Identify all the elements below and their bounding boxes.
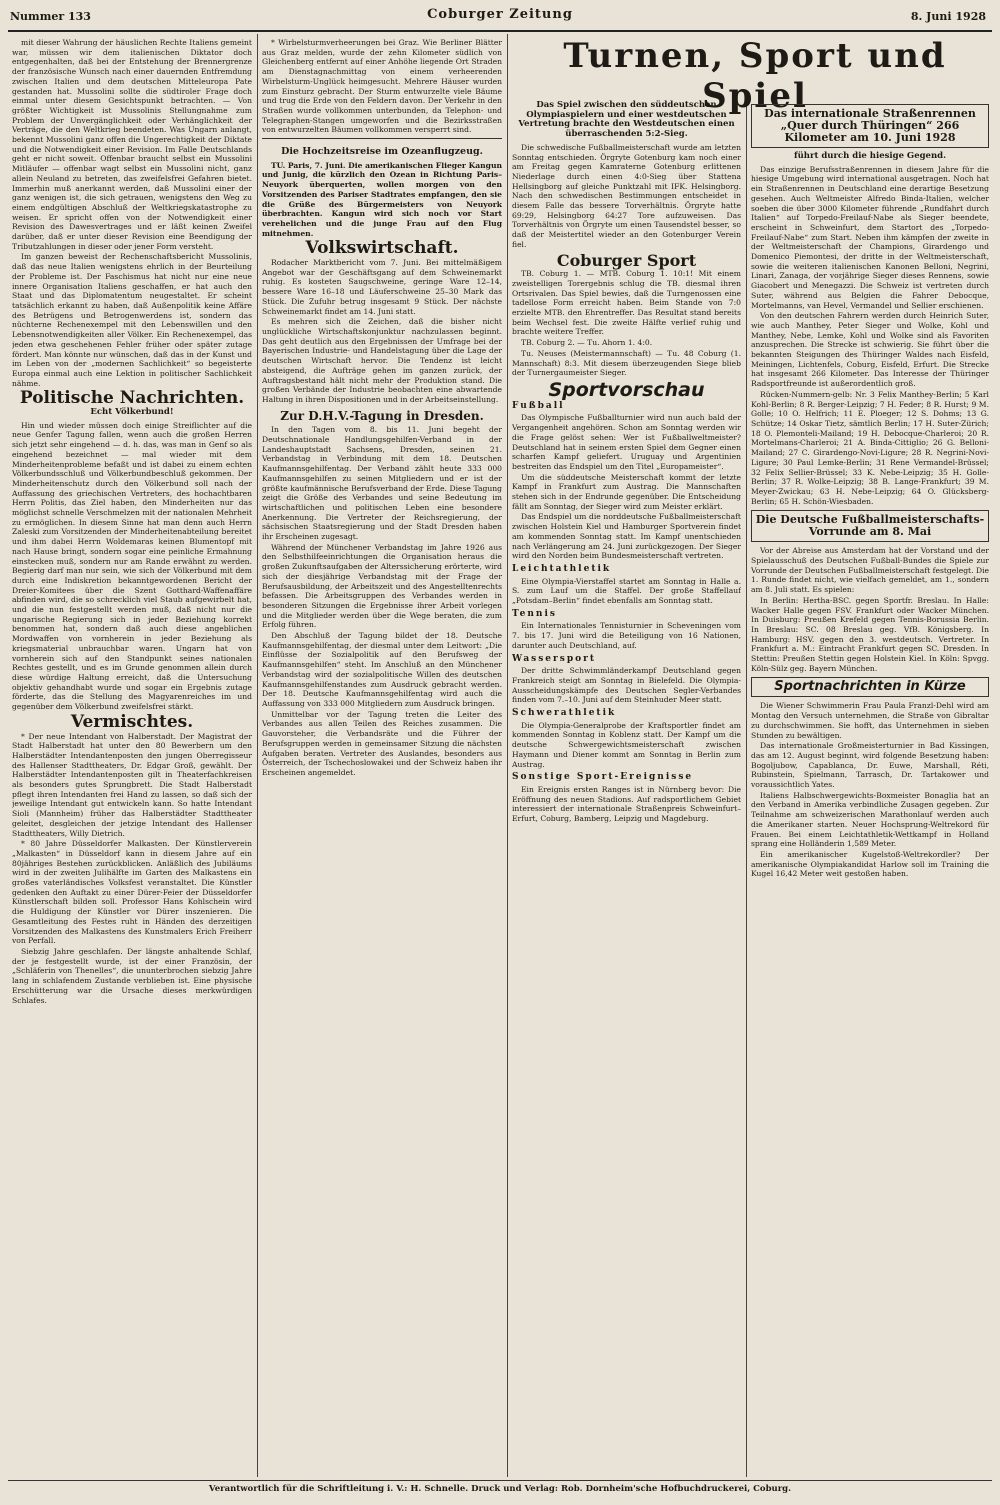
section-heading-politics: Politische Nachrichten. bbox=[19, 388, 245, 409]
article-paragraph: Vor der Abreise aus Amsterdam hat der Vorstand und der Spielausschuß des Deutschen Fußball-Bundes die Spiele zur Vorrunde der Deutschen Fußballmeisterschaft festgelegt. Die 1. Runde findet nicht, wie vielfach gemeldet, am 1., sondern am 8. Juli statt. Es spielen: bbox=[751, 546, 989, 595]
article-paragraph: Ein Internationales Tennisturnier in Scheveningen vom 7. bis 17. Juni wird die Beteiligung von 16 Nationen, darunter auch Deutschland, auf. bbox=[512, 621, 741, 650]
article-heading: Die Hochzeitsreise im Ozeanflugzeug. bbox=[281, 146, 483, 158]
section-heading-economy: Volkswirtschaft. bbox=[305, 238, 459, 259]
column-news-economy bbox=[262, 38, 502, 1474]
header-rule bbox=[8, 30, 992, 32]
column-politics bbox=[12, 38, 252, 1474]
section-heading-sport-preview: Sportvorschau bbox=[548, 378, 705, 401]
subsection-label: Leichtathletik bbox=[512, 563, 612, 574]
article-heading-box: Das internationale Straßenrennen „Quer durch Thüringen“ 266 Kilometer am 10. Juni 1928 bbox=[751, 104, 989, 148]
article-heading-box: Die Deutsche Fußballmeisterschafts-Vorrunde am 8. Mai bbox=[751, 510, 989, 542]
article-paragraph: In Berlin: Hertha-BSC. gegen Sportfr. Breslau. In Halle: Wacker Halle gegen FSV. Frankfurt oder Wacker München. In Duisburg: Preußen Krefeld gegen Tennis-Borussia Berlin. In Breslau: SC. 08 Breslau geg. VfB. Königsberg. In Hamburg: HSV. gegen den 3. westdeutsch. Vertreter. In Frankfurt a. M.: Eintracht Frankfurt gegen SC. Dresden. In Stettin: Preußen Stettin gegen Holstein Kiel. In Köln: Spvgg. Köln-Sülz geg. Bayern München. bbox=[751, 595, 989, 673]
article-paragraph: TB. Coburg 1. — MTB. Coburg 1. 10:1! Mit einem zweistelligen Torergebnis schlug die TB. diesmal ihren Ortsrivalen. Das Spiel bewies, daß die Turngenossen eine tadellose Form erreicht haben. Beim Stande von 7:0 erzielte MTB. den Ehrentreffer. Das Resultat stand bereits beim Wechsel fest. Die zweite Hälfte verlief ruhig und brachte weitere Treffer. bbox=[512, 269, 741, 337]
article-paragraph: Italiens Halbschwergewichts-Boxmeister Bonaglia hat an den Verband in Amerika verbindliche Zusagen gegeben. Zur Teilnahme am schweizerischen Marathonlauf werden auch die Amerikaner starten. Neuer Hochsprung-Weltrekord für Frauen. Bei einem Leichtathletik-Wettkampf in Holland sprang eine Holländerin 1,589 Meter. bbox=[751, 790, 989, 849]
article-paragraph: Hin und wieder müssen doch einige Streiflichter auf die neue Genfer Tagung fallen, wenn auch die großen Herren sich jetzt sehr eingehend — d. h. das, was man in Genf so als eingehend bezeichnet — mal wieder mit dem Minderheitenprobleme befaßt und ist dabei zu einem echten Völkerbundsschluß und Völkerbundbeschluß gekommen. Der Minderheitenschutz durch den Völkerbund soll nach der Auffassung des griechischen Vertreters, des hochachtbaren Herrn Politis, das Ziel haben, den Minderheiten nur das möglichst schnelle Verschmelzen mit der nationalen Mehrheit zu ermöglichen. In diesem Sinne hat man denn auch Herrn Zaleski zum Vorsitzenden der Minderheitenabteilung bereitet und ihm dabei Herrn Woldemaras keinen Blumentopf mit nach Hause bringt, sondern sogar eine peinliche Ermahnung einstecken muß, sondern nur am Rande erwähnt zu werden. Begierig darf man nur sein, wie sich der Völkerbund mit dem durch eine Indiskretion bekanntgewordenen Bericht der Dreier-Komitees über die Szent Gotthard-Waffenaffäre abfinden wird, die so schrecklich viel Staub aufgewirbelt hat, und die nun festgestellt werden muß, daß nicht nur die ungarische Regierung sich in jeder Beziehung korrekt benommen hat, sondern daß auch diese angeblichen Mordwaffen von vornherein in jeder Beziehung als kriegsmaterial unbrauchbar waren. Ungarn hat von vornherein sich auf den Standpunkt seines nationalen Rechtes gestellt, und es im Grunde genommen allein durch diese würdige Haltung erreicht, daß die Untersuchung objektiv gehandhabt wurde und sogar ein Ergebnis zutage förderte, das die Stellung des Magyarenreiches im und gegenüber dem Völkerbund zweifelsfrei stärkt. bbox=[12, 420, 252, 712]
article-paragraph: Das Endspiel um die norddeutsche Fußballmeisterschaft zwischen Holstein Kiel und Hamburger Sportverein findet am kommenden Sonntag statt. Im Kampf unentschieden nach Verlängerung am 24. Juni zurückgezogen. Der Sieger wird den Norden beim Bundesmeisterschaft vertreten. bbox=[512, 512, 741, 561]
article-paragraph: Rodacher Marktbericht vom 7. Juni. Bei mittelmäßigem Angebot war der Geschäftsgang auf dem Schweinemarkt ruhig. Es kosteten Saugschweine, geringe Ware 12–14, bessere Ware 16–18 und Läuferschweine 25–30 Mark das Stück. Die Zufuhr betrug insgesamt 9 Stück. Der nächste Schweinemarkt findet am 14. Juni statt. bbox=[262, 258, 502, 316]
newspaper-title: Coburger Zeitung bbox=[427, 7, 573, 22]
article-paragraph: Ein amerikanischer Kugelstoß-Weltrekordler? Der amerikanische Olympiakandidat Harlow soll im Training die Kugel 16,42 Meter weit gestoßen haben. bbox=[751, 850, 989, 879]
issue-date: 8. Juni 1928 bbox=[910, 10, 986, 23]
section-heading-sport-brief: Sportnachrichten in Kürze bbox=[751, 677, 989, 697]
article-paragraph: Um die süddeutsche Meisterschaft kommt der letzte Kampf in Frankfurt zum Austrag. Die Mannschaften stehen sich in der Endrunde gegenüber. Die Entscheidung fällt am Sonntag, der Sieger wird zum Meister erklärt. bbox=[512, 472, 741, 511]
column-cycling-football bbox=[751, 100, 989, 1474]
article-paragraph: Den Abschluß der Tagung bildet der 18. Deutsche Kaufmannsgehilfentag, der diesmal unter dem Leitwort: „Die Einflüsse der Sozialpolitik auf den Berufsweg der Kaufmannsgehilfen“ steht. Im Anschluß an den Münchener Verbandstag wird der sozialpolitische Willen des deutschen Kaufmannsgehilfenstandes zum Ausdruck gebracht werden. Der 18. Deutsche Kaufmannsgehilfentag wird auch die Auffassung von 333 000 Mitgliedern zum Ausdruck bringen. bbox=[262, 631, 502, 708]
article-heading: Zur D.H.V.-Tagung in Dresden. bbox=[280, 408, 484, 423]
article-paragraph: Rücken-Nummern-gelb: Nr. 3 Felix Manthey-Berlin; 5 Karl Kohl-Berlin; 8 R. Berger-Leipzig; 7 H. Feder; 8 R. Hurst; 9 M. Golle; 10 O. Helfrich; 11 E. Ploeger; 12 S. Dohms; 13 G. Schütze; 14 Oskar Tietz, sämtlich Berlin; 17 H. Suter-Zürich; 18 O. Plemonteli-Mailand; 19 H. Debocque-Charleroi; 20 R. Mortelmans-Charleroi; 21 A. Binda-Cittiglio; 26 G. Belloni-Mailand; 27 C. Girardengo-Novi-Ligure; 28 R. Negrini-Novi-Ligure; 30 Paul Lemke-Berlin; 31 Rene Vermandel-Brüssel; 32 Felix Sellier-Brüssel; 33 K. Nebe-Leipzig; 35 H. Golle-Berlin; 37 R. Wolke-Leipzig; 38 B. Lange-Frankfurt; 39 M. Meyer-Zwickau; 63 H. Nebe-Leipzig; 64 O. Glücksberg-Berlin; 65 H. Schön-Wiesbaden. bbox=[751, 389, 989, 506]
column-separator bbox=[507, 34, 508, 1477]
article-paragraph: Die Olympia-Generalprobe der Kraftsportler findet am kommenden Sonntag in Koblenz statt. Der Kampf um die deutsche Schwergewichtsmeisterschaft zwischen Haymann und Diener kommt am Sonntag in Berlin zum Austrag. bbox=[512, 720, 741, 769]
article-paragraph: Während der Münchener Verbandstag im Jahre 1926 aus den Selbsthilfeeinrichtungen die Organisation heraus die großen Zukunftsaufgaben der Alterssicherung erörterte, wird sich der diesjährige Verbandstag mit der Frage der Berufsausbildung, der Arbeitszeit und des Angestelltenrechts befassen. Die Arbeitsgruppen des Verbandes werden in besonderen Sitzungen die Ergebnisse ihrer Arbeit vorlegen und die Mitglieder werden über die Wege beraten, die zum Erfolg führen. bbox=[262, 542, 502, 630]
subsection-label: Tennis bbox=[512, 608, 557, 619]
column-separator bbox=[746, 100, 747, 1477]
section-heading-coburg-sport: Coburger Sport bbox=[556, 250, 697, 270]
article-paragraph: Im ganzen beweist der Rechenschaftsbericht Mussolinis, daß das neue Italien wenigstens ehrlich in der Beurteilung der Probleme ist. Der Faschismus hat nicht nur eine neue innere Organisation Italiens geschaffen, er hat auch den Staat und das Diplomatentum neugestaltet. Er scheint tatsächlich erkannt zu haben, daß Außenpolitik keine Affäre des Betrügens und Betrogenwerdens ist, sondern das nüchterne Rechenexempel mit den Lebenswillen und den Lebensnotwendigkeiten aller Völker. Ein Rechenexempel, das jeden etwa geschehenen Fehler früher oder später zutage fördert. Man könnte nur wünschen, daß das in der Kunst und im Leben von der „modernen Sachlichkeit“ so begeisterte Europa einmal auch eine Lektion in politischer Sachlichkeit nähme. bbox=[12, 252, 252, 388]
article-paragraph: Eine Olympia-Vierstaffel startet am Sonntag in Halle a. S. zum Lauf um die Staffel. Der große Staffellauf „Potsdam–Berlin“ findet ebenfalls am Sonntag statt. bbox=[512, 576, 741, 606]
column-separator bbox=[257, 34, 258, 1477]
article-paragraph: Unmittelbar vor der Tagung treten die Leiter des Verbandes aus allen Teilen des Reiches zusammen. Die Gauvorsteher, die Verbandsräte und die Führer der Berufsgruppen werden in gemeinsamer Sitzung die nächsten Aufgaben beraten. Vertreter des Auslandes, besonders aus Österreich, der Tschechoslowakei und der Schweiz haben ihr Erscheinen angemeldet. bbox=[262, 709, 502, 777]
imprint-footer: Verantwortlich für die Schriftleitung i. V.: H. Schnelle. Druck und Verlag: Rob. Dornheim'sche Hofbuchdruckerei, Coburg. bbox=[8, 1480, 992, 1494]
article-paragraph: Das Olympische Fußballturnier wird nun auch bald der Vergangenheit angehören. Schon am Sonntag werden wir die Frage gelöst sehen: Wer ist Fußballweltmeister? Deutschland hat in seinem ersten Spiel dem Gegner einen scharfen Kampf geliefert. Uruguay und Argentinien bestreiten das Endspiel um den Titel „Europameister“. bbox=[512, 413, 741, 471]
article-paragraph: Das internationale Großmeisterturnier in Bad Kissingen, das am 12. August beginnt, wird folgende Besetzung haben: Bogoljubow, Capablanca, Dr. Euwe, Marshall, Réti, Rubinstein, Spielmann, Tarrasch, Dr. Tartakower und voraussichtlich Yates. bbox=[751, 741, 989, 790]
sport-section-banner: Turnen, Sport und Spiel bbox=[563, 36, 947, 116]
article-paragraph: Der dritte Schwimmländerkampf Deutschland gegen Frankreich steigt am Sonntag in Bielefeld. Die Olympia-Ausscheidungskämpfe des Deutschen Segler-Verbandes finden vom 7.–10. Juni auf dem Steinhuder Meer statt. bbox=[512, 666, 741, 705]
article-subheading: Das Spiel zwischen den süddeutschen Olympiaspielern und einer westdeutschen Vertretung brachte den Westdeutschen einen überraschenden 5:2-Sieg. bbox=[518, 100, 735, 140]
subsection-label: Wassersport bbox=[512, 653, 597, 664]
article-paragraph: * Wirbelsturmverheerungen bei Graz. Wie Berliner Blätter aus Graz melden, wurde der zehn Kilometer südlich von Gleichenberg entfernt auf einer Anhöhe liegende Ort Straden am Dienstagnachmittag von einem verheerenden Wirbelsturm-Unglück heimgesucht. Mehrere Häuser wurden zum Einsturz gebracht. Der Sturm entwurzelte viele Bäume und trug die Erde von den Feldern davon. Der Verkehr in den Straßen wurde vollkommen unterbunden, da Telephon- und Telegraphen-Stangen umgeworfen und die Bezirksstraßen von entwurzelten Bäumen vollkommen versperrt sind. bbox=[262, 38, 502, 135]
article-paragraph: Die Wiener Schwimmerin Frau Paula Franzl-Dehl wird am Montag den Versuch unternehmen, die Straße von Gibraltar zu durchschwimmen. Sie hofft, das Unternehmen in sieben Stunden zu bewältigen. bbox=[751, 701, 989, 740]
issue-number: Nummer 133 bbox=[10, 10, 91, 23]
article-paragraph: Die schwedische Fußballmeisterschaft wurde am letzten Sonntag entschieden. Örgryte Gotenburg kam noch einer am Freitag gegen Kamraterne Gotenburg erlittenen Niederlage durch einen 4:0-Sieg über Stattena Hellsingborg auf gleiche Punktzahl mit IFK. Helsingborg. Nach den schwedischen Bestimmungen entscheidet in diesem Falle das bessere Torverhältnis. Örgryte hatte 69:29, Helsingborg 64:27 Tore aufzuweisen. Das Torverhältnis von Örgryte um einen Tausendstel besser, so daß der Meistertitel wieder an den Gotenburger Verein fiel. bbox=[512, 142, 741, 249]
page-header bbox=[0, 0, 1000, 30]
article-paragraph: Von den deutschen Fahrern werden durch Heinrich Suter, wie auch Manthey, Peter Sieger und Wolke, Kohl und Manthey, Nebe, Lemke, Kohl und Wolke sind als Favoriten anzusprechen. Die Strecke ist schwierig. Sie führt über die bekannten Steigungen des Thüringer Waldes nach Eisfeld, Meiningen, Lichtenfels, Coburg, Eisfeld, Erfurt. Die Strecke hat insgesamt 266 Kilometer. Das Interesse der Thüringer Radsportfreunde ist außerordentlich groß. bbox=[751, 311, 989, 389]
article-paragraph: Tu. Neuses (Meistermannschaft) — Tu. 48 Coburg (1. Mannschaft) 8:3. Mit diesem überzeugenden Siege blieb der Turnergaumeister Sieger. bbox=[512, 348, 741, 378]
article-paragraph: * 80 Jahre Düsseldorfer Malkasten. Der Künstlerverein „Malkasten“ in Düsseldorf kann in diesem Jahre auf ein 80jähriges Bestehen zurückblicken. Anläßlich des Jubiläums wird in der zweiten Julihälfte im Garten des Malkastens ein großes vaterländisches Volksfest veranstaltet. Die Künstler gedenken den Auftakt zu einer Dürer-Feier der Düsseldorfer Künstlerschaft bilden soll. Professor Hans Kohlschein wird die Huldigung der Künstler vor Dürer inszenieren. Die Gesamtleitung des Festes ruht in Händen des derzeitigen Vorsitzenden des Malkastens des Kunstmalers Erich Freiherr von Perfall. bbox=[12, 839, 252, 946]
article-paragraph: In den Tagen vom 8. bis 11. Juni begeht der Deutschnationale Handlungsgehilfen-Verband in der Landeshauptstadt Sachsens, Dresden, seinen 21. Verbandstag in Verbindung mit dem 18. Deutschen Kaufmannsgehilfentag. Der Verband zählt heute 333 000 Kaufmannsgehilfen zu seinen Mitgliedern und er ist der größte kaufmännische Berufsverband der Erde. Diese Tagung zeigt die Größe des Verbandes und seine Bedeutung im wirtschaftlichen und politischen Leben eine besondere Anerkennung. Die Vertreter der Reichsregierung, der sächsischen Staatsregierung und der Stadt Dresden haben ihr Erscheinen zugesagt. bbox=[262, 425, 502, 542]
section-heading-misc: Vermischtes. bbox=[70, 711, 194, 732]
article-paragraph: TU. Paris, 7. Juni. Die amerikanischen Flieger Kangun und Junig, die kürzlich den Ozean in Richtung Paris–Neuyork überquerten, wollen morgen von den Vorsitzenden des Pariser Stadtrates empfangen, den sie die Grüße des Bürgermeisters von Neuyork überbrachten. Kangun wird sich noch vor Start verehelichen und die junge Frau auf den Flug mitnehmen. bbox=[262, 160, 502, 238]
article-paragraph: Das einzige Berufsstraßenrennen in diesem Jahre für die hiesige Umgebung wird international ausgetragen. Noch hat ein Straßenrennen in Deutschland eine derartige Besetzung gesehen. Auch Weltmeister Alfredo Binda-Italien, welcher soeben die über 3000 Kilometer führende „Rundfahrt durch Italien“ auf Torpedo-Freilauf-Nabe als Sieger beendete, erscheint in Schweinfurt, dem Startort des „Torpedo-Freilauf-Nabe“ zum Start. Neben ihm kämpfen der zweite in der Weltmeisterschaft der Champions, Girardengo und Domenico Piemontesi, der dritte in der Weltmeisterschaft, sowie die weiteren italienischen Kanonen Belloni, Negrini, Linari, Zanaga, der vorjährige Sieger dieses Rennens, sowie Giacobert und Menegazzi. Die Schweiz ist vertreten durch Suter, während aus Belgien die Fahrer Debocque, Mortelmanns, van Hevel, Vermandel und Sellier erschienen. bbox=[751, 164, 989, 310]
article-paragraph: Ein Ereignis ersten Ranges ist in Nürnberg bevor: Die Eröffnung des neuen Stadions. Auf radsportlichem Gebiet interessiert der internationale Straßenpreis Schweinfurt–Erfurt, Coburg, Bamberg, Leipzig und Magdeburg. bbox=[512, 785, 741, 824]
subsection-label: Fußball bbox=[512, 400, 565, 411]
article-paragraph: mit dieser Wahrung der häuslichen Rechte Italiens gemeint war, müssen wir dem italienischen Diktator doch entgegenhalten, daß bei der Entstehung der Brennergrenze der französische Wunsch nach einer dauernden Entfremdung zwischen Italien und dem deutschen Mitteleuropa Pate gestanden hat. Mussolini sollte die südtiroler Frage doch einmal unter diesem Gesichtspunkt betrachten. — Von größter Wichtigkeit ist Mussolinis Stellungnahme zum Problem der Unvergänglichkeit oder Verhänglichkeit der Verträge, die den Weltkrieg beendeten. Was Ungarn anlangt, bekennt Mussolini ganz offen die Ungerechtigkeit der Diktate und die Notwendigkeit einer Revision. Im Falle Deutschlands geht er nicht soweit. Offenbar braucht selbst ein Mussolini Mitläufer — offenbar wagt selbst ein Mussolini nicht, ganz allein Neuland zu betreten, das zweifelsfrei Gefahren bietet. Immerhin muß anerkannt werden, daß Mussolini einer der ganz wenigen ist, die sich getrauen, wenigstens den Weg zu einem endgültigen Abschluß der Weltkriegskatastrophe zu weisen. Er spricht offen von der Notwendigkeit einer Revision des Dawesvertrages und er läßt keinen Zweifel darüber, daß er unter dieser Revision eine Beendigung der Tributzahlungen in dieser oder jener Form versteht. bbox=[12, 38, 252, 251]
divider bbox=[262, 138, 502, 139]
article-subheading: führt durch die hiesige Gegend. bbox=[793, 151, 947, 161]
article-paragraph: Siebzig Jahre geschlafen. Der längste anhaltende Schlaf, der je festgestellt wurde, ist der einer Französin, der „Schläferin von Thenelles“, die ununterbrochen siebzig Jahre lang in schlafendem Zustande verblieben ist. Eine physische Erschütterung war die Ursache dieses merkwürdigen Schlafes. bbox=[12, 946, 252, 1005]
column-sport bbox=[512, 100, 741, 1474]
article-paragraph: Es mehren sich die Zeichen, daß die bisher nicht unglückliche Wirtschaftskonjunktur nachzulassen beginnt. Das geht deutlich aus den Ergebnissen der Umfrage bei der Bayerischen Industrie- und Handelstagung über die Lage der deutschen Wirtschaft hervor. Die Tendenz ist leicht absteigend, die Aufträge gehen im ganzen zurück, der Auftragsbestand hält nicht mehr der Produktion stand. Die großen Verbände der Industrie beobachten eine abwartende Haltung in ihren Dispositionen und in der Arbeitseinstellung. bbox=[262, 317, 502, 404]
subsection-label: Sonstige Sport-Ereignisse bbox=[512, 772, 694, 783]
subsection-label: Schwerathletik bbox=[512, 708, 617, 719]
article-paragraph: * Der neue Intendant von Halberstadt. Der Magistrat der Stadt Halberstadt hat unter den 80 Bewerbern um den Halberstädter Intendantenposten den jungen Oberregisseur des Hallenser Stadttheaters, Dr. Edgar Groß, gewählt. Der Halberstädter Intendantenposten gilt in Theaterfachkreisen als besonders gutes Sprungbrett. Die Stadt Halberstadt pflegt ihren Intendanten frei Hand zu lassen, so daß sich der jeweilige Intendant gut entwickeln kann. So hatte Intendant Sioli (Mannheim) früher das Halberstädter Stadttheater geleitet, desgleichen der jetzige Intendant des Hallenser Stadttheaters, Willy Dietrich. bbox=[12, 731, 252, 838]
article-paragraph: TB. Coburg 2. — Tu. Ahorn 1. 4:0. bbox=[521, 338, 653, 348]
article-subheading: Echt Völkerbund! bbox=[90, 407, 174, 418]
